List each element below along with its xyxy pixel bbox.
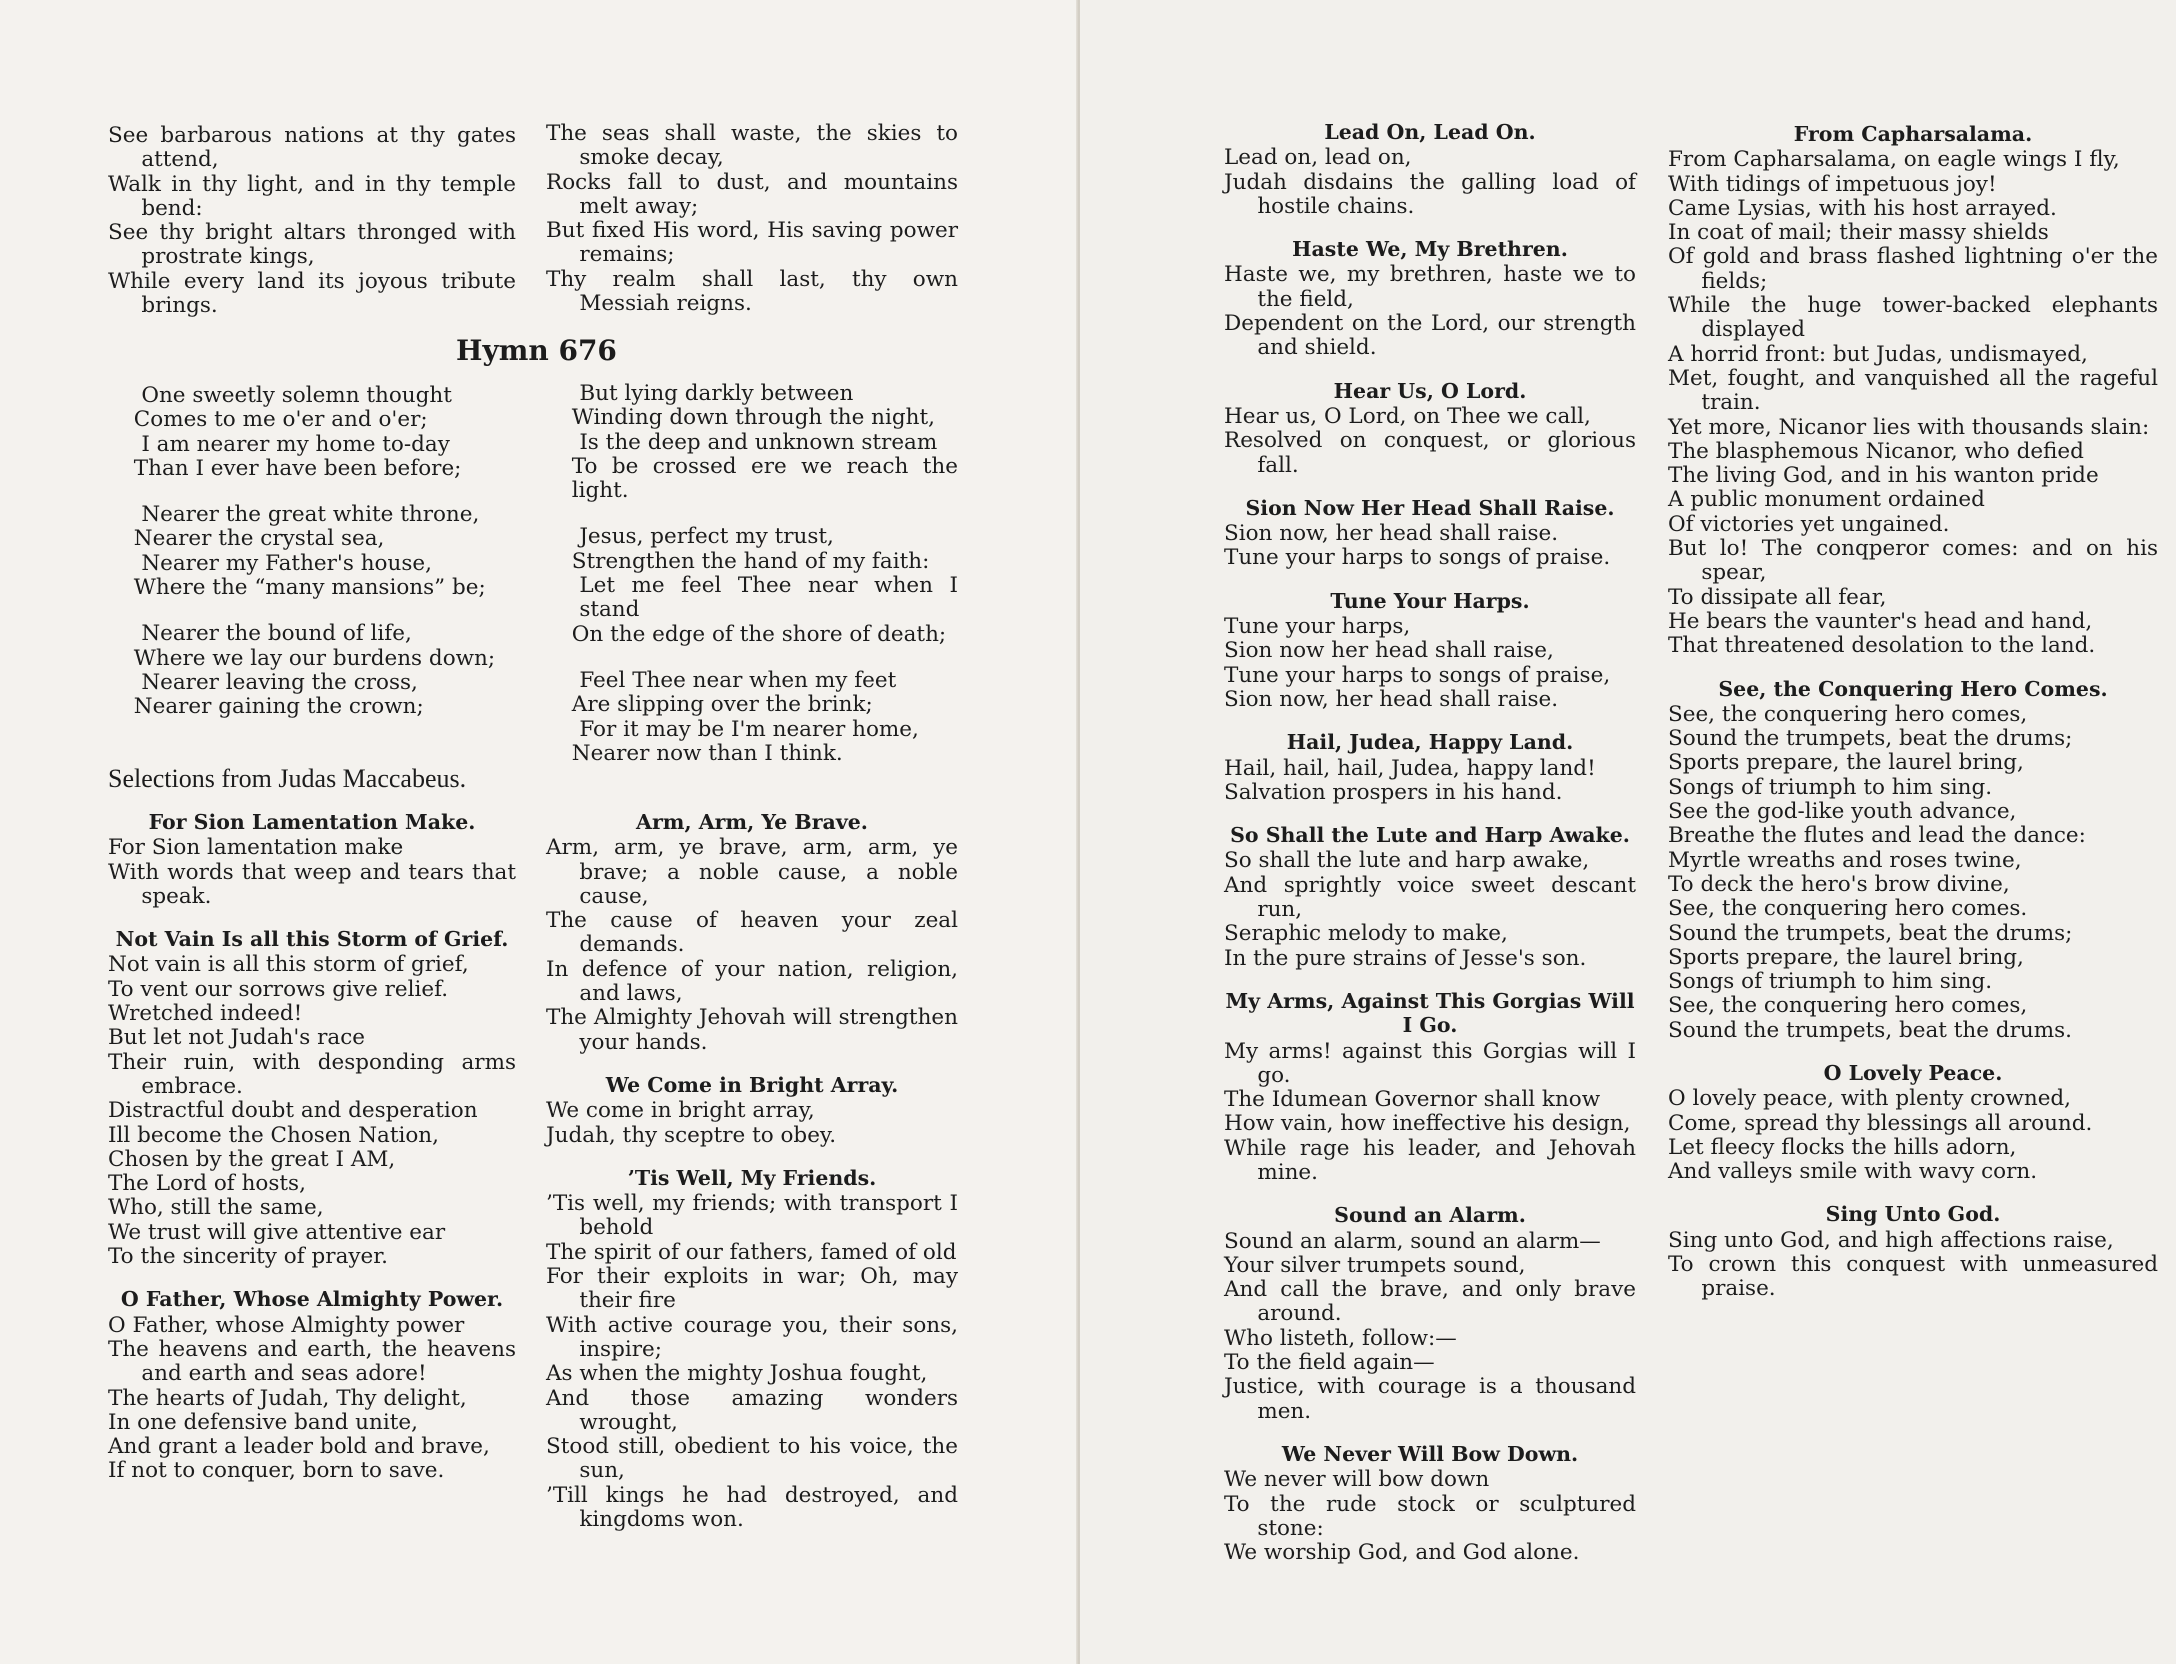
verse-line: Of victories yet ungained.	[1668, 511, 1950, 537]
verse-line: Stood still, obedient to his voice, the sun,	[546, 1434, 958, 1484]
verse-line: Thy realm shall last, thy own Messiah reigns.	[546, 266, 958, 317]
selections-title: Selections from Judas Maccabeus.	[108, 764, 467, 793]
verse-line: To the rude stock or sculptured stone:	[1224, 1491, 1636, 1541]
right-page-column-2	[1668, 122, 2158, 1320]
verse-line: While the huge tower-backed elephants displayed	[1668, 293, 2158, 343]
verse-line: For their exploits in war; Oh, may their fire	[546, 1264, 958, 1314]
verse-line: We trust will give attentive ear	[108, 1219, 446, 1245]
verse-line: Nearer the bound of life,	[141, 621, 412, 647]
verse-line: Is the deep and unknown stream	[579, 429, 938, 455]
verse-line: In coat of mail; their massy shields	[1668, 220, 2049, 246]
verse-line: To be crossed ere we reach the light.	[571, 453, 958, 504]
song-heading: Hear Us, O Lord.	[1333, 378, 1527, 403]
verse-line: ’Tis well, my friends; with transport I behold	[546, 1191, 958, 1241]
verse-line: On the edge of the shore of death;	[571, 621, 947, 647]
verse-line: We come in bright array,	[546, 1098, 815, 1124]
verse-line: And sprightly voice sweet descant run,	[1224, 872, 1636, 923]
verse-line: I am nearer my home to-day	[141, 431, 450, 457]
right-page	[1080, 0, 2176, 1664]
verse-line: The heavens and earth, the heavens and earth and seas adore!	[108, 1336, 516, 1387]
hymn-right-column	[546, 382, 958, 788]
verse-line: Sports prepare, the laurel bring,	[1668, 944, 2024, 970]
verse-line: Walk in thy light, and in thy temple bend:	[108, 171, 516, 221]
song-section	[1224, 1203, 1636, 1424]
verse-line: We worship God, and God alone.	[1224, 1540, 1580, 1566]
song-heading: Sion Now Her Head Shall Raise.	[1245, 495, 1615, 520]
verse-line: Judah, thy sceptre to obey.	[546, 1122, 837, 1148]
stanza	[108, 503, 516, 600]
selections-right-column	[546, 810, 958, 1550]
verse-line: Nearer the crystal sea,	[133, 526, 385, 552]
selections-left-column	[108, 810, 516, 1502]
verse-line: In defence of your nation, religion, and laws,	[546, 956, 958, 1007]
verse-line: Haste we, my brethren, haste we to the field,	[1224, 262, 1636, 312]
verse-line: But lying darkly between	[579, 381, 854, 406]
verse-line: See thy bright altars thronged with prostrate kings,	[108, 220, 516, 270]
verse-line: So shall the lute and harp awake,	[1224, 848, 1590, 874]
verse-line: The hearts of Judah, Thy delight,	[108, 1385, 467, 1411]
verse-line: Songs of triumph to him sing.	[1668, 774, 1993, 800]
verse-line: The Lord of hosts,	[108, 1171, 306, 1197]
verse-line: Sion now her head shall raise,	[1224, 638, 1554, 664]
verse-line: Dependent on the Lord, our strength and shield.	[1224, 311, 1636, 361]
verse-line: Wretched indeed!	[108, 1001, 303, 1027]
verse-line: How vain, how ineffective his design,	[1224, 1111, 1631, 1137]
verse-line: Yet more, Nicanor lies with thousands slain:	[1668, 414, 2150, 440]
verse-line: See, the conquering hero comes.	[1668, 896, 2028, 922]
song-heading: Not Vain Is all this Storm of Grief.	[115, 927, 509, 952]
verse-line: Strengthen the hand of my faith:	[571, 548, 930, 574]
verse-line: From Capharsalama, on eagle wings I fly,	[1668, 147, 2120, 173]
song-heading: O Father, Whose Almighty Power.	[120, 1287, 504, 1312]
verse-line: Salvation prospers in his hand.	[1224, 779, 1563, 805]
song-section	[1224, 120, 1636, 219]
verse-line: To crown this conquest with unmeasured praise.	[1668, 1252, 2158, 1302]
verse-line: To the field again—	[1224, 1350, 1435, 1376]
song-section	[1668, 1061, 2158, 1184]
verse-line: And grant a leader bold and brave,	[108, 1434, 490, 1460]
verse-line: Come, spread thy blessings all around.	[1668, 1110, 2093, 1136]
verse-line: My arms! against this Gorgias will I go.	[1224, 1038, 1636, 1088]
verse-line: But lo! The conqperor comes: and on his spear,	[1668, 536, 2158, 586]
verse-line: While every land its joyous tribute brings.	[108, 268, 516, 319]
verse-line: With words that weep and tears that speak.	[108, 859, 516, 909]
verse-line: Sports prepare, the laurel bring,	[1668, 750, 2024, 776]
verse-line: But fixed His word, His saving power remains;	[546, 218, 958, 268]
hymn-left-column	[108, 384, 516, 742]
song-section	[1224, 1442, 1636, 1565]
verse-line: Came Lysias, with his host arrayed.	[1668, 195, 2057, 221]
song-section	[546, 810, 958, 1055]
verse-line: With tidings of impetuous joy!	[1668, 171, 1997, 197]
verse-line: See the god-like youth advance,	[1668, 799, 2017, 825]
song-section	[1224, 379, 1636, 478]
verse-line: Arm, arm, ye brave, arm, arm, ye brave; a noble cause, a noble cause,	[546, 835, 958, 909]
verse-line: And call the brave, and only brave around.	[1224, 1277, 1636, 1327]
song-heading: From Capharsalama.	[1793, 122, 2033, 146]
song-heading: We Never Will Bow Down.	[1281, 1441, 1579, 1466]
song-heading: We Come in Bright Array.	[605, 1072, 899, 1097]
song-section	[108, 1287, 516, 1483]
verse-line: A public monument ordained	[1668, 487, 1985, 513]
song-heading: Hail, Judea, Happy Land.	[1286, 730, 1574, 755]
verse-line: Let fleecy flocks the hills adorn,	[1668, 1134, 2017, 1160]
verse-line: Not vain is all this storm of grief,	[108, 952, 469, 978]
song-section	[1224, 496, 1636, 571]
left-page	[0, 0, 1080, 1664]
verse-line: Lead on, lead on,	[1224, 145, 1412, 171]
verse-line: A horrid front: but Judas, undismayed,	[1668, 341, 2088, 367]
verse-line: Tune your harps,	[1224, 614, 1411, 640]
song-heading: See, the Conquering Hero Comes.	[1718, 676, 2108, 701]
song-heading: Sound an Alarm.	[1334, 1203, 1526, 1228]
verse-line: Tune your harps to songs of praise,	[1224, 662, 1611, 688]
verse-line: Winding down through the night,	[571, 405, 935, 431]
song-section	[108, 927, 516, 1269]
verse-top-left	[108, 124, 516, 318]
verse-line: Tune your harps to songs of praise.	[1224, 545, 1611, 571]
verse-line: That threatened desolation to the land.	[1668, 633, 2096, 659]
verse-line: Who listeth, follow:—	[1224, 1325, 1457, 1351]
song-section	[1224, 589, 1636, 712]
song-section	[1224, 237, 1636, 360]
verse-line: Judah disdains the galling load of hostile chains.	[1224, 169, 1636, 219]
verse-line: The Almighty Jehovah will strengthen your hands.	[546, 1005, 958, 1055]
verse-line: Are slipping over the brink;	[571, 692, 873, 718]
verse-line: Met, fought, and vanquished all the rageful train.	[1668, 365, 2158, 416]
verse-line: Comes to me o'er and o'er;	[133, 407, 428, 433]
song-section	[1668, 677, 2158, 1043]
song-heading: My Arms, Against This Gorgias Will I Go.	[1225, 988, 1635, 1038]
song-section	[1668, 1202, 2158, 1301]
verse-line: One sweetly solemn thought	[141, 383, 452, 408]
song-heading: O Lovely Peace.	[1823, 1060, 2003, 1085]
verse-line: Songs of triumph to him sing.	[1668, 969, 1993, 995]
right-page-column-1	[1224, 120, 1636, 1583]
song-heading: Lead On, Lead On.	[1324, 120, 1536, 144]
verse-line: To deck the hero's brow divine,	[1668, 871, 2010, 897]
verse-line: Nearer now than I think.	[571, 740, 843, 766]
verse-line: O Father, whose Almighty power	[108, 1312, 465, 1338]
verse-line: Myrtle wreaths and roses twine,	[1668, 847, 2022, 873]
verse-line: O lovely peace, with plenty crowned,	[1668, 1086, 2072, 1112]
verse-line: See, the conquering hero comes,	[1668, 701, 2028, 727]
verse-line: As when the mighty Joshua fought,	[546, 1361, 928, 1387]
verse-line: With active courage you, their sons, inspire;	[546, 1312, 958, 1362]
verse-line: To dissipate all fear,	[1668, 584, 1887, 610]
verse-line: Their ruin, with desponding arms embrace.	[108, 1049, 516, 1099]
verse-line: Sound the trumpets, beat the drums;	[1668, 920, 2073, 946]
verse-line: See barbarous nations at thy gates attend,	[108, 123, 516, 173]
verse-line: Your silver trumpets sound,	[1224, 1252, 1526, 1278]
verse-line: Sing unto God, and high affections raise,	[1668, 1227, 2114, 1253]
stanza	[546, 525, 958, 646]
verse-line: For it may be I'm nearer home,	[579, 716, 919, 742]
stanza	[546, 382, 958, 503]
verse-line: But let not Judah's race	[108, 1025, 365, 1051]
verse-line: Nearer gaining the crown;	[133, 694, 424, 720]
song-section	[108, 810, 516, 909]
song-section	[546, 1166, 958, 1532]
verse-line: Where the “many mansions” be;	[133, 575, 486, 601]
stanza	[108, 622, 516, 719]
song-section	[1224, 989, 1636, 1185]
verse-line: Hail, hail, hail, Judea, happy land!	[1224, 755, 1596, 781]
verse-line: Hear us, O Lord, on Thee we call,	[1224, 403, 1591, 429]
verse-top-right	[546, 122, 958, 316]
verse-line: Who, still the same,	[108, 1195, 324, 1221]
verse-line: Breathe the flutes and lead the dance:	[1668, 823, 2086, 849]
song-section	[1224, 823, 1636, 971]
verse-line: The seas shall waste, the skies to smoke decay,	[546, 121, 958, 171]
verse-line: In one defensive band unite,	[108, 1409, 418, 1435]
stanza	[546, 669, 958, 766]
verse-line: Sion now, her head shall raise.	[1224, 521, 1559, 547]
verse-line: The living God, and in his wanton pride	[1668, 463, 2099, 489]
verse-line: The Idumean Governor shall know	[1224, 1087, 1601, 1113]
verse-line: Sound the trumpets, beat the drums.	[1668, 1017, 2072, 1043]
verse-line: Chosen by the great I AM,	[108, 1146, 396, 1172]
song-heading: Sing Unto God.	[1825, 1202, 2001, 1227]
verse-line: Seraphic melody to make,	[1224, 921, 1508, 947]
verse-line: Sound an alarm, sound an alarm—	[1224, 1228, 1601, 1254]
verse-line: Distractful doubt and desperation	[108, 1098, 478, 1124]
verse-line: And those amazing wonders wrought,	[546, 1385, 958, 1435]
verse-line: He bears the vaunter's head and hand,	[1668, 608, 2093, 634]
verse-line: To vent our sorrows give relief.	[108, 976, 449, 1002]
verse-line: ’Till kings he had destroyed, and kingdoms won.	[546, 1482, 958, 1533]
song-heading: So Shall the Lute and Harp Awake.	[1230, 823, 1630, 848]
verse-line: Nearer my Father's house,	[141, 550, 432, 576]
song-heading: Haste We, My Brethren.	[1292, 237, 1568, 262]
song-section	[1224, 730, 1636, 805]
verse-line: Resolved on conquest, or glorious fall.	[1224, 428, 1636, 478]
verse-line: And valleys smile with wavy corn.	[1668, 1159, 2038, 1185]
verse-line: Than I ever have been before;	[133, 455, 462, 481]
verse-line: Of gold and brass flashed lightning o'er the fields;	[1668, 244, 2158, 294]
verse-line: Nearer leaving the cross,	[141, 669, 418, 695]
verse-line: Let me feel Thee near when I stand	[579, 573, 958, 623]
verse-line: In the pure strains of Jesse's son.	[1224, 945, 1587, 971]
verse-line: To the sincerity of prayer.	[108, 1244, 389, 1270]
verse-line: If not to conquer, born to save.	[108, 1458, 445, 1484]
verse-line: Sound the trumpets, beat the drums;	[1668, 726, 2073, 752]
verse-line: We never will bow down	[1224, 1467, 1490, 1493]
song-heading: For Sion Lamentation Make.	[148, 810, 476, 834]
hymn-title: Hymn 676	[456, 334, 617, 367]
song-section	[1668, 122, 2158, 659]
verse-line: For Sion lamentation make	[108, 835, 404, 861]
verse-line: The spirit of our fathers, famed of old	[546, 1239, 957, 1265]
verse-line: Feel Thee near when my feet	[579, 667, 897, 693]
verse-line: While rage his leader, and Jehovah mine.	[1224, 1135, 1636, 1185]
song-heading: Tune Your Harps.	[1330, 588, 1530, 613]
song-section	[546, 1073, 958, 1148]
verse-line: Justice, with courage is a thousand men.	[1224, 1374, 1636, 1424]
stanza	[108, 384, 516, 481]
verse-line: Where we lay our burdens down;	[133, 645, 496, 671]
verse-line: Rocks fall to dust, and mountains melt away;	[546, 169, 958, 219]
verse-line: Nearer the great white throne,	[141, 502, 480, 528]
verse-line: Ill become the Chosen Nation,	[108, 1122, 439, 1148]
verse-line: Jesus, perfect my trust,	[579, 524, 834, 550]
verse-line: The cause of heaven your zeal demands.	[546, 908, 958, 958]
song-heading: ’Tis Well, My Friends.	[627, 1165, 877, 1190]
song-heading: Arm, Arm, Ye Brave.	[636, 810, 868, 834]
verse-line: See, the conquering hero comes,	[1668, 993, 2028, 1019]
verse-line: Sion now, her head shall raise.	[1224, 686, 1559, 712]
verse-line: The blasphemous Nicanor, who defied	[1668, 438, 2084, 464]
